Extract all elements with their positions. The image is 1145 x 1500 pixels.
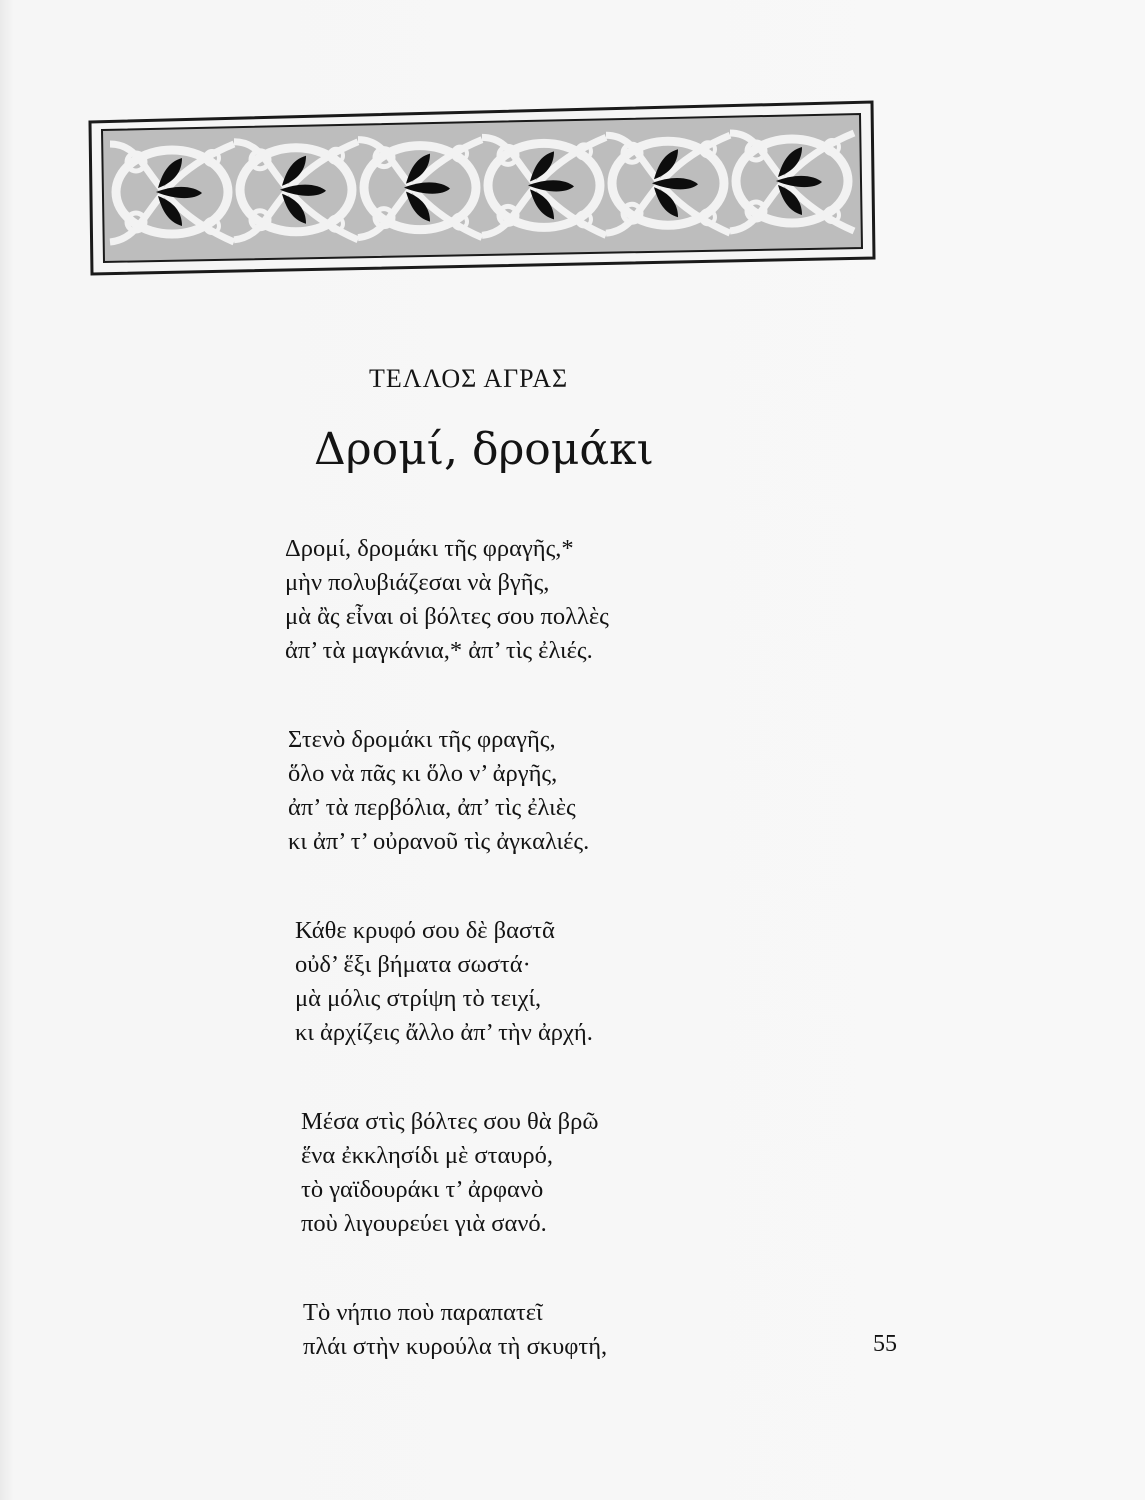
poem-line: ἀπ’ τὰ μαγκάνια,* ἀπ’ τὶς ἐλιές. <box>285 637 593 664</box>
stanza-2 <box>285 723 725 859</box>
poem-line: πλάι στὴν κυρούλα τὴ σκυφτή, <box>303 1333 608 1360</box>
poem-line: τὸ γαϊδουράκι τ’ ἀρφανὸ <box>301 1176 544 1203</box>
poem-line: Στενὸ δρομάκι τῆς φραγῆς, <box>288 726 556 753</box>
poem-line: μὰ μόλις στρίψη τὸ τειχί, <box>295 985 542 1012</box>
page-number: 55 <box>873 1331 897 1357</box>
decorative-banner <box>88 100 876 276</box>
poem-line: μὰ ἂς εἶναι οἱ βόλτες σου πολλὲς <box>285 603 609 630</box>
poem-line: κι ἀπ’ τ’ οὐρανοῦ τὶς ἀγκαλιές. <box>288 828 590 855</box>
stanza-4 <box>285 1105 725 1241</box>
poem-line: Μέσα στὶς βόλτες σου θὰ βρῶ <box>301 1108 599 1135</box>
poem-line: Κάθε κρυφό σου δὲ βαστᾶ <box>295 917 555 944</box>
stanza-3 <box>285 914 725 1050</box>
poem-body <box>285 532 725 1419</box>
poem-line: Τὸ νήπιο ποὺ παραπατεῖ <box>303 1299 543 1326</box>
poem-line: Δρομί, δρομάκι τῆς φραγῆς,* <box>285 535 574 562</box>
poem-line: ἕνα ἐκκλησίδι μὲ σταυρό, <box>301 1142 554 1169</box>
poem-title: Δρομί, δρομάκι <box>314 424 654 475</box>
poem-line: ὅλο νὰ πᾶς κι ὅλο ν’ ἀργῆς, <box>288 760 558 787</box>
stanza-5 <box>285 1296 725 1364</box>
author-name: ΤΕΛΛΟΣ ΑΓΡΑΣ <box>369 364 569 393</box>
ornament-graphic <box>88 100 876 276</box>
stanza-1 <box>285 532 725 668</box>
poem-line: κι ἀρχίζεις ἄλλο ἀπ’ τὴν ἀρχή. <box>295 1019 593 1046</box>
poem-line: ἀπ’ τὰ περβόλια, ἀπ’ τὶς ἐλιὲς <box>288 794 576 821</box>
poem-line: οὐδ’ ἕξι βήματα σωστά· <box>295 951 531 978</box>
poem-line: ποὺ λιγουρεύει γιὰ σανό. <box>301 1210 547 1237</box>
poem-line: μὴν πολυβιάζεσαι νὰ βγῆς, <box>285 569 550 596</box>
